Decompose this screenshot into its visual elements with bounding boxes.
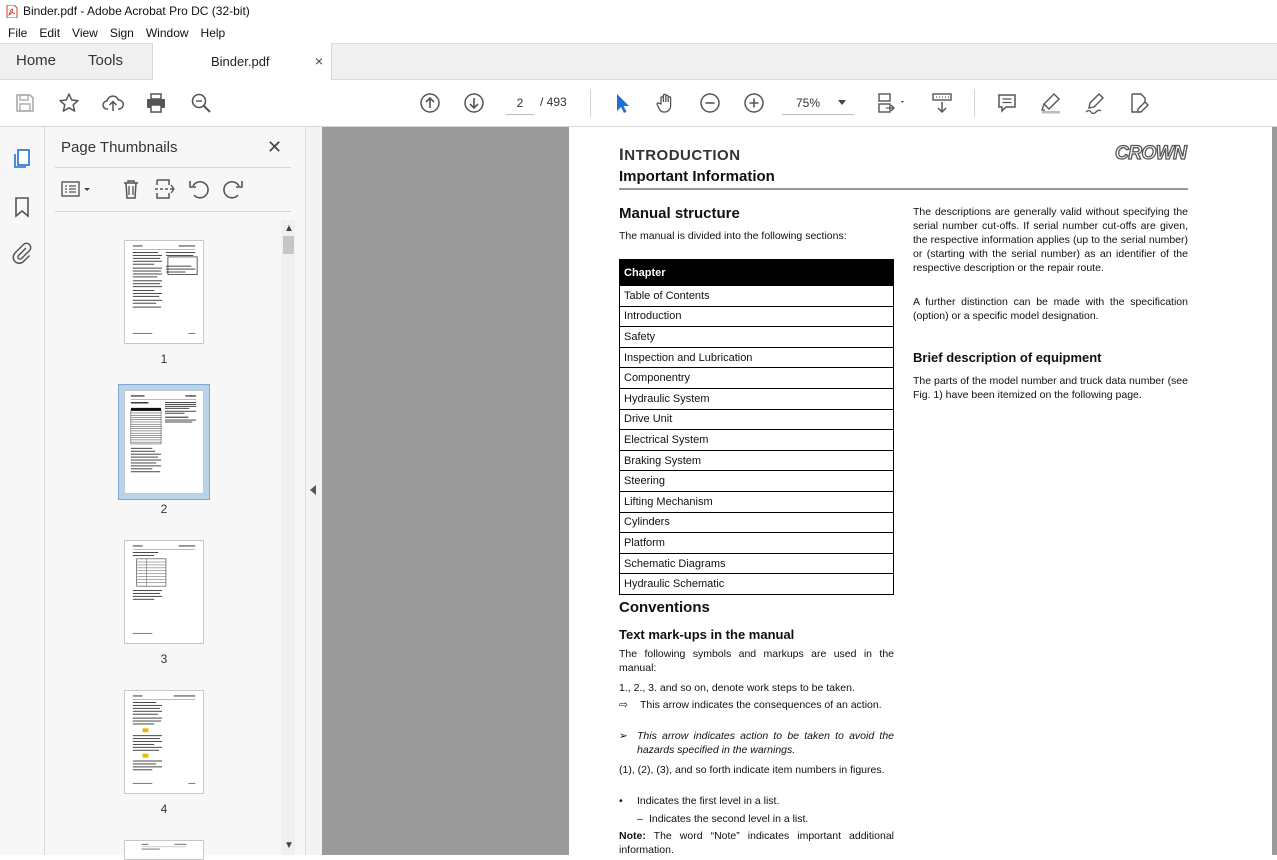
note-text: The word “Note” indicates important additional information.	[619, 830, 894, 856]
chapter-table	[619, 259, 894, 595]
markups-heading: Text mark-ups in the manual	[619, 627, 794, 642]
toolbar-separator	[974, 89, 975, 117]
chapter-cell: Steering	[620, 471, 894, 492]
panel-divider	[55, 211, 291, 212]
item-numbers-text: (1), (2), (3), and so forth indicate item numbers in figures.	[619, 763, 894, 777]
collapse-panel-handle[interactable]	[305, 127, 322, 855]
viewer-right-margin	[1272, 127, 1277, 855]
chapter-cell: Introduction	[620, 306, 894, 327]
table-row	[620, 327, 894, 348]
chapter-cell: Table of Contents	[620, 286, 894, 307]
brief-description-heading: Brief description of equipment	[913, 350, 1102, 365]
panel-title: Page Thumbnails	[61, 139, 177, 156]
chapter-cell: Safety	[620, 327, 894, 348]
page-thumbnails-icon[interactable]	[10, 147, 34, 171]
menu-window[interactable]: Window	[140, 26, 195, 40]
print-icon[interactable]	[143, 90, 169, 116]
zoom-level-dropdown[interactable]	[782, 91, 854, 115]
attachments-paperclip-icon[interactable]	[10, 241, 34, 265]
table-row	[620, 512, 894, 533]
thumbnail-page-number: 3	[124, 652, 204, 666]
markups-intro: The following symbols and markups are used in the manual:	[619, 647, 894, 675]
close-panel-button[interactable]: ✕	[267, 137, 282, 158]
tab-home[interactable]: Home	[16, 52, 56, 69]
thumbnail-page-preview	[125, 841, 203, 855]
table-row	[620, 430, 894, 451]
delete-page-icon[interactable]	[119, 177, 143, 201]
chapter-cell: Braking System	[620, 450, 894, 471]
chapter-cell: Schematic Diagrams	[620, 553, 894, 574]
table-row	[620, 347, 894, 368]
sign-pen-icon[interactable]	[1082, 90, 1108, 116]
upload-cloud-icon[interactable]	[100, 90, 126, 116]
save-icon[interactable]	[12, 90, 38, 116]
scroll-down-icon[interactable]: ▼	[284, 840, 294, 851]
arrow-action-symbol: ➢	[619, 729, 635, 743]
table-row	[620, 491, 894, 512]
thumbnail-page-number: 1	[124, 352, 204, 366]
comment-icon[interactable]	[994, 90, 1020, 116]
table-row	[620, 533, 894, 554]
document-viewer[interactable]	[322, 127, 1277, 855]
chevron-down-icon	[838, 100, 846, 105]
zoom-level-value: 75%	[796, 96, 820, 110]
table-row	[620, 306, 894, 327]
toolbar	[0, 80, 1277, 127]
header-rule	[619, 188, 1188, 190]
panel-divider	[55, 167, 291, 168]
page-header-title	[619, 145, 741, 165]
previous-page-button[interactable]	[417, 90, 443, 116]
hand-tool-icon[interactable]	[653, 90, 679, 116]
header-title-initial: I	[619, 145, 624, 164]
scroll-up-icon[interactable]: ▲	[284, 223, 294, 234]
rotate-clockwise-icon[interactable]	[221, 177, 245, 201]
bookmark-star-icon[interactable]	[56, 90, 82, 116]
dash-text: Indicates the second level in a list.	[649, 812, 894, 826]
chapter-cell: Hydraulic Schematic	[620, 574, 894, 595]
chapter-cell: Electrical System	[620, 430, 894, 451]
page-header-subtitle: Important Information	[619, 168, 775, 185]
page-fit-icon[interactable]	[873, 90, 909, 116]
table-row	[620, 471, 894, 492]
tab-tools[interactable]: Tools	[88, 52, 123, 69]
chapter-cell: Platform	[620, 533, 894, 554]
chapter-cell: Hydraulic System	[620, 388, 894, 409]
svg-text:CROWN: CROWN	[1115, 143, 1188, 164]
table-header: Chapter	[620, 260, 894, 286]
next-page-button[interactable]	[461, 90, 487, 116]
zoom-in-icon[interactable]	[741, 90, 767, 116]
menu-help[interactable]: Help	[195, 26, 232, 40]
thumbnail-page-number: 2	[124, 502, 204, 516]
distinction-paragraph: A further distinction can be made with the specification (option) or a specific model designation.	[913, 295, 1188, 323]
menu-sign[interactable]: Sign	[104, 26, 140, 40]
menu-bar	[0, 22, 1277, 43]
tab-document[interactable]	[152, 43, 332, 80]
arrow-action-text: This arrow indicates action to be taken to avoid the hazards specified in the warnings.	[637, 729, 894, 757]
tab-bar	[0, 43, 1277, 80]
scrollbar-thumb[interactable]	[283, 236, 294, 254]
table-row	[620, 409, 894, 430]
table-row	[620, 553, 894, 574]
page-thumbnail-5[interactable]	[124, 840, 204, 860]
table-row	[620, 574, 894, 595]
table-row	[620, 286, 894, 307]
manual-structure-intro: The manual is divided into the following sections:	[619, 229, 894, 243]
page-thumbnail-4[interactable]	[124, 690, 204, 794]
thumbnail-page-preview	[125, 691, 203, 793]
steps-text: 1., 2., 3. and so on, denote work steps to be taken.	[619, 681, 894, 695]
chapter-cell: Componentry	[620, 368, 894, 389]
rotate-counterclockwise-icon[interactable]	[187, 177, 211, 201]
arrow-consequence-symbol: ⇨	[619, 698, 635, 712]
chapter-cell: Drive Unit	[620, 409, 894, 430]
page-thumbnail-1[interactable]	[124, 240, 204, 344]
table-row	[620, 450, 894, 471]
chapter-cell: Inspection and Lubrication	[620, 347, 894, 368]
collapse-left-icon	[310, 485, 316, 495]
serial-number-paragraph: The descriptions are generally valid without specifying the serial number cut-offs. If serial number cut-offs are given, the respective information applies (up to the serial number) or (starting with the serial number) as an identifier of the respective description or the repair route.	[913, 205, 1188, 275]
search-zoom-icon[interactable]	[188, 90, 214, 116]
toolbar-separator	[590, 89, 591, 117]
highlight-pen-icon[interactable]	[1038, 90, 1064, 116]
close-tab-button[interactable]: ×	[315, 53, 323, 69]
navigation-rail	[0, 127, 45, 855]
extract-pages-icon[interactable]	[153, 177, 177, 201]
title-bar	[0, 0, 1277, 22]
document-tab-label: Binder.pdf	[211, 54, 270, 69]
thumbnail-page-preview	[125, 541, 203, 643]
page-number-input[interactable]: 2	[506, 91, 534, 115]
brief-description-text: The parts of the model number and truck data number (see Fig. 1) have been itemized on the following page.	[913, 374, 1188, 402]
arrow-consequence-text: This arrow indicates the consequences of an action.	[640, 698, 894, 712]
bookmarks-icon[interactable]	[10, 195, 34, 219]
scroll-mode-icon[interactable]	[929, 90, 955, 116]
chapter-cell: Cylinders	[620, 512, 894, 533]
chapter-cell: Lifting Mechanism	[620, 491, 894, 512]
crown-logo	[1115, 142, 1188, 164]
page-total-label: / 493	[540, 95, 567, 109]
window-title: Binder.pdf - Adobe Acrobat Pro DC (32-bit)	[23, 4, 250, 18]
menu-view[interactable]: View	[66, 26, 104, 40]
bullet-text: Indicates the first level in a list.	[637, 794, 894, 808]
page-thumbnail-2[interactable]	[124, 390, 204, 494]
bullet-symbol: •	[619, 794, 635, 808]
select-cursor-icon[interactable]	[609, 90, 635, 116]
note-paragraph	[619, 829, 894, 857]
conventions-heading: Conventions	[619, 599, 710, 616]
thumbnail-page-preview	[125, 241, 203, 343]
manual-structure-heading: Manual structure	[619, 205, 740, 222]
thumbnails-scrollbar[interactable]	[281, 220, 295, 855]
acrobat-app-icon	[6, 5, 18, 18]
page-thumbnail-3[interactable]	[124, 540, 204, 644]
thumbnail-page-number: 4	[124, 802, 204, 816]
header-title-rest: NTRODUCTION	[624, 147, 740, 164]
dash-symbol: –	[637, 812, 651, 826]
note-label: Note:	[619, 830, 646, 842]
pdf-page	[569, 127, 1272, 855]
menu-file[interactable]: File	[2, 26, 33, 40]
thumbnail-options-icon[interactable]	[59, 177, 95, 201]
menu-edit[interactable]: Edit	[33, 26, 66, 40]
zoom-out-icon[interactable]	[697, 90, 723, 116]
thumbnail-page-preview	[125, 391, 203, 493]
table-row	[620, 368, 894, 389]
table-row	[620, 388, 894, 409]
edit-pdf-icon[interactable]	[1126, 90, 1152, 116]
